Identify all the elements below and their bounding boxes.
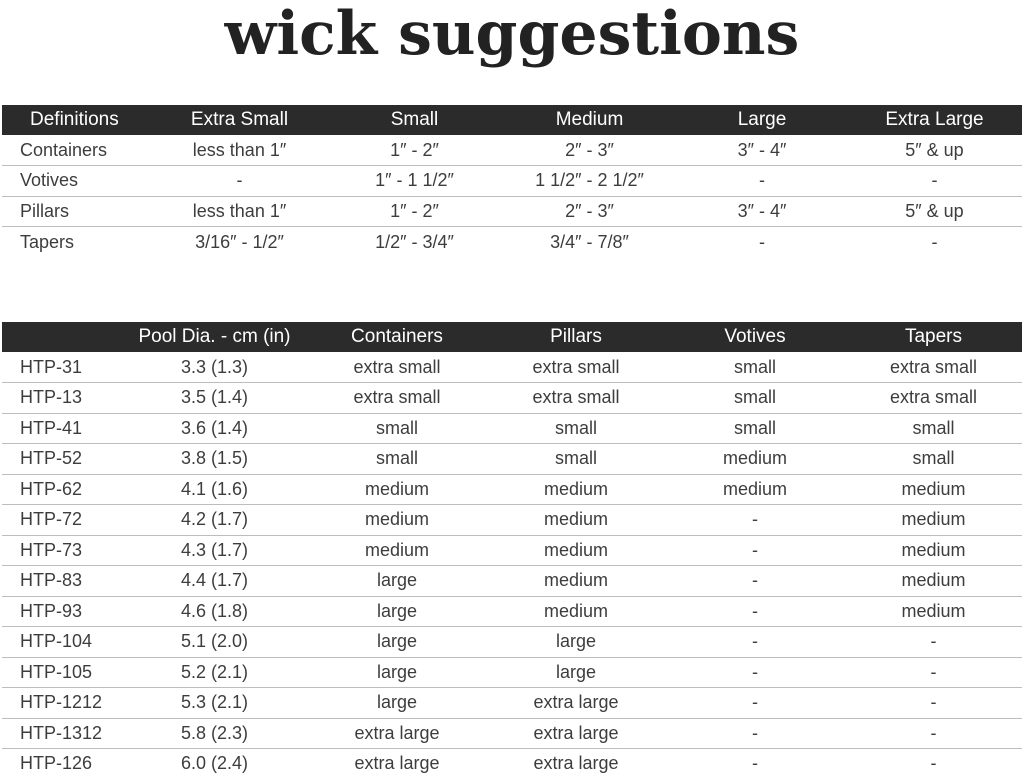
table-cell: small: [845, 444, 1022, 475]
table-cell: medium: [665, 474, 845, 505]
row-label: HTP-62: [2, 474, 122, 505]
row-label: HTP-31: [2, 352, 122, 383]
table-cell: small: [487, 413, 665, 444]
definitions-header-row: [2, 105, 1022, 135]
table-cell: -: [665, 688, 845, 719]
table-cell: small: [845, 413, 1022, 444]
page-title: wick suggestions: [224, 0, 800, 69]
table-cell: extra large: [487, 749, 665, 776]
definition-row: [2, 196, 1022, 227]
table-cell: 4.1 (1.6): [122, 474, 307, 505]
table-cell: 5.3 (2.1): [122, 688, 307, 719]
column-header: Extra Large: [847, 105, 1022, 135]
definitions-table: [2, 105, 1022, 257]
table-cell: extra large: [307, 749, 487, 776]
wick-row: [2, 566, 1022, 597]
table-cell: small: [665, 383, 845, 414]
row-label: HTP-1312: [2, 718, 122, 749]
table-cell: 3″ - 4″: [677, 135, 847, 166]
table-cell: -: [152, 166, 327, 197]
row-label: HTP-13: [2, 383, 122, 414]
table-cell: medium: [845, 566, 1022, 597]
wick-row: [2, 505, 1022, 536]
wick-header-row: [2, 322, 1022, 352]
table-cell: extra small: [307, 352, 487, 383]
table-cell: medium: [845, 505, 1022, 536]
table-cell: extra small: [487, 352, 665, 383]
wick-row: [2, 688, 1022, 719]
table-cell: less than 1″: [152, 135, 327, 166]
column-header: Votives: [665, 322, 845, 352]
wick-row: [2, 657, 1022, 688]
table-cell: -: [665, 505, 845, 536]
table-cell: medium: [307, 505, 487, 536]
wick-row: [2, 474, 1022, 505]
definition-row: [2, 227, 1022, 258]
table-cell: -: [665, 535, 845, 566]
column-header: Definitions: [2, 105, 152, 135]
table-cell: 1″ - 2″: [327, 135, 502, 166]
column-header: Containers: [307, 322, 487, 352]
row-label: HTP-72: [2, 505, 122, 536]
column-header: [2, 322, 122, 352]
wick-table: [2, 322, 1022, 776]
wick-row: [2, 749, 1022, 776]
table-cell: medium: [307, 535, 487, 566]
table-cell: 2″ - 3″: [502, 135, 677, 166]
table-cell: -: [845, 657, 1022, 688]
table-cell: extra small: [487, 383, 665, 414]
table-cell: 2″ - 3″: [502, 196, 677, 227]
wick-row: [2, 444, 1022, 475]
table-cell: 4.2 (1.7): [122, 505, 307, 536]
table-cell: 1″ - 2″: [327, 196, 502, 227]
wick-row: [2, 718, 1022, 749]
table-cell: extra large: [487, 718, 665, 749]
column-header: Large: [677, 105, 847, 135]
row-label: HTP-41: [2, 413, 122, 444]
table-cell: 1/2″ - 3/4″: [375, 231, 454, 252]
table-cell: extra large: [487, 688, 665, 719]
wick-row: [2, 413, 1022, 444]
table-cell: 4.4 (1.7): [122, 566, 307, 597]
table-cell: -: [845, 627, 1022, 658]
table-cell: large: [487, 627, 665, 658]
table-cell: -: [845, 718, 1022, 749]
table-cell: -: [665, 749, 845, 776]
table-cell: 3″ - 4″: [677, 196, 847, 227]
table-cell: medium: [487, 566, 665, 597]
table-cell: 3.8 (1.5): [122, 444, 307, 475]
table-cell: extra large: [307, 718, 487, 749]
table-cell: extra small: [307, 383, 487, 414]
table-cell: -: [665, 596, 845, 627]
table-cell: -: [845, 749, 1022, 776]
table-cell: 3.3 (1.3): [122, 352, 307, 383]
row-label: HTP-1212: [2, 688, 122, 719]
table-cell: -: [665, 718, 845, 749]
table-cell: large: [307, 566, 487, 597]
table-cell: extra small: [845, 352, 1022, 383]
table-cell: 5″ & up: [847, 135, 1022, 166]
table-cell: medium: [845, 474, 1022, 505]
row-label: HTP-126: [2, 749, 122, 776]
table-cell: extra small: [845, 383, 1022, 414]
table-cell: 6.0 (2.4): [122, 749, 307, 776]
table-cell: medium: [307, 474, 487, 505]
row-label: HTP-93: [2, 596, 122, 627]
wick-row: [2, 383, 1022, 414]
table-cell: small: [487, 444, 665, 475]
table-cell: 5″ & up: [847, 196, 1022, 227]
table-cell: medium: [845, 596, 1022, 627]
column-header: Pool Dia. - cm (in): [122, 322, 307, 352]
wick-row: [2, 596, 1022, 627]
table-cell: -: [759, 231, 765, 252]
table-cell: 5.8 (2.3): [122, 718, 307, 749]
row-label: HTP-104: [2, 627, 122, 658]
table-cell: medium: [487, 505, 665, 536]
table-cell: medium: [665, 444, 845, 475]
table-cell: 5.1 (2.0): [122, 627, 307, 658]
table-cell: -: [931, 231, 938, 252]
row-label: HTP-83: [2, 566, 122, 597]
column-header: Pillars: [487, 322, 665, 352]
wick-row: [2, 627, 1022, 658]
table-cell: 3/16″ - 1/2″: [195, 231, 284, 252]
table-cell: -: [677, 166, 847, 197]
table-cell: less than 1″: [152, 196, 327, 227]
row-label: Pillars: [2, 196, 152, 227]
table-cell: medium: [487, 596, 665, 627]
table-cell: -: [845, 688, 1022, 719]
row-label: HTP-52: [2, 444, 122, 475]
table-cell: 1″ - 1 1/2″: [327, 166, 502, 197]
table-cell: large: [307, 657, 487, 688]
table-cell: 4.3 (1.7): [122, 535, 307, 566]
row-label: Votives: [2, 166, 152, 197]
table-cell: 1 1/2″ - 2 1/2″: [502, 166, 677, 197]
wick-row: [2, 535, 1022, 566]
table-cell: large: [307, 627, 487, 658]
table-cell: medium: [487, 535, 665, 566]
table-cell: 5.2 (2.1): [122, 657, 307, 688]
table-cell: large: [487, 657, 665, 688]
table-cell: 3.6 (1.4): [122, 413, 307, 444]
definition-row: [2, 135, 1022, 166]
wick-row: [2, 352, 1022, 383]
row-label: HTP-73: [2, 535, 122, 566]
column-header: Extra Small: [152, 105, 327, 135]
table-cell: medium: [845, 535, 1022, 566]
definition-row: [2, 166, 1022, 197]
table-cell: -: [847, 166, 1022, 197]
row-label: Containers: [2, 135, 152, 166]
column-header: Tapers: [845, 322, 1022, 352]
row-label: Tapers: [20, 231, 75, 252]
table-cell: 3.5 (1.4): [122, 383, 307, 414]
table-cell: medium: [487, 474, 665, 505]
column-header: Small: [327, 105, 502, 135]
table-cell: large: [307, 596, 487, 627]
table-cell: small: [307, 444, 487, 475]
table-cell: -: [665, 657, 845, 688]
table-cell: small: [665, 413, 845, 444]
table-cell: small: [307, 413, 487, 444]
row-label: HTP-105: [2, 657, 122, 688]
table-cell: 4.6 (1.8): [122, 596, 307, 627]
column-header: Medium: [502, 105, 677, 135]
table-cell: 3/4″ - 7/8″: [550, 231, 629, 252]
table-cell: small: [665, 352, 845, 383]
table-cell: -: [665, 566, 845, 597]
table-cell: -: [665, 627, 845, 658]
table-cell: large: [307, 688, 487, 719]
